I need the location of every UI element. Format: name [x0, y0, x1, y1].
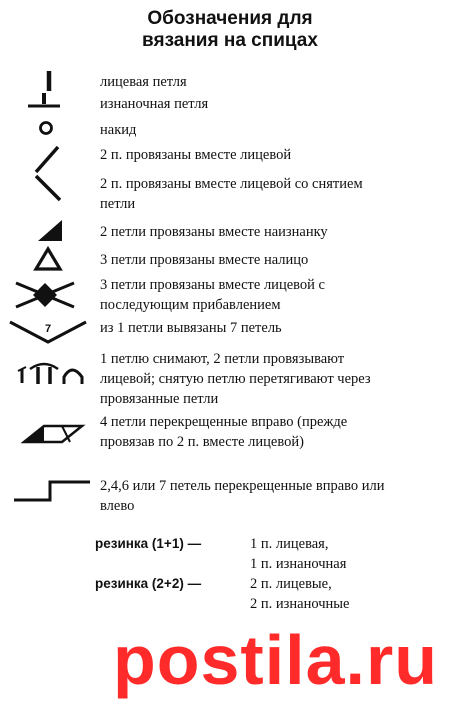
- watermark-footer: [0, 614, 460, 717]
- right-slant-icon: [28, 143, 68, 175]
- step-cross-icon: [10, 476, 94, 506]
- legend-text: 2 п. провязаны вместе лицевой: [100, 147, 292, 163]
- increase-count-label: 7: [44, 323, 52, 335]
- circle-icon: [34, 118, 58, 138]
- filled-triangle-icon: [34, 218, 68, 244]
- elastic-line: 1 п. лицевая,: [250, 536, 329, 552]
- legend-text: изнаночная петля: [100, 96, 209, 112]
- title-line-1: Обозначения для: [147, 8, 313, 29]
- elastic-item: [0, 574, 460, 614]
- elastic-name: резинка (1+1) —: [95, 536, 202, 551]
- triangle-icon: [32, 246, 64, 272]
- elastic-item: [0, 534, 460, 574]
- elastic-line: 2 п. лицевые,: [250, 576, 332, 592]
- elastic-line: 1 п. изнаночная: [250, 556, 347, 572]
- elastic-line: 2 п. изнаночные: [250, 596, 350, 612]
- legend-text: накид: [100, 122, 137, 138]
- diamond-cross-icon: [12, 279, 78, 311]
- legend-text: 2,4,6 или 7 петель перекрещенные вправо или влево: [100, 478, 385, 514]
- legend-text: 3 петли провязаны вместе налицо: [100, 252, 309, 268]
- slip-stitch-arc-icon: [14, 359, 88, 389]
- legend-text: 1 петлю снимают, 2 петли провязывают лицевой; снятую петлю перетягивают через провязанные петли: [100, 351, 371, 407]
- elastic-name: резинка (2+2) —: [95, 576, 202, 591]
- legend-text: 2 петли провязаны вместе наизнанку: [100, 224, 328, 240]
- title-line-2: вязания на спицах: [142, 30, 318, 51]
- watermark-logo: postila.ru: [112, 621, 438, 699]
- legend-text: лицевая петля: [100, 74, 187, 90]
- left-slant-icon: [28, 172, 68, 204]
- page-title: [0, 8, 460, 52]
- legend-text: 2 п. провязаны вместе лицевой со снятием петли: [100, 176, 363, 212]
- legend-text: из 1 петли вывязаны 7 петель: [100, 320, 282, 336]
- vertical-line-icon: [34, 70, 64, 92]
- horizontal-dash-icon: [24, 92, 64, 114]
- legend-text: 4 петли перекрещенные вправо (прежде провязав по 2 п. вместе лицевой): [100, 414, 348, 450]
- cross-right-4-icon: [18, 422, 88, 452]
- increase-7-icon: [6, 316, 90, 346]
- legend-text: 3 петли провязаны вместе лицевой с последующим прибавлением: [100, 277, 325, 313]
